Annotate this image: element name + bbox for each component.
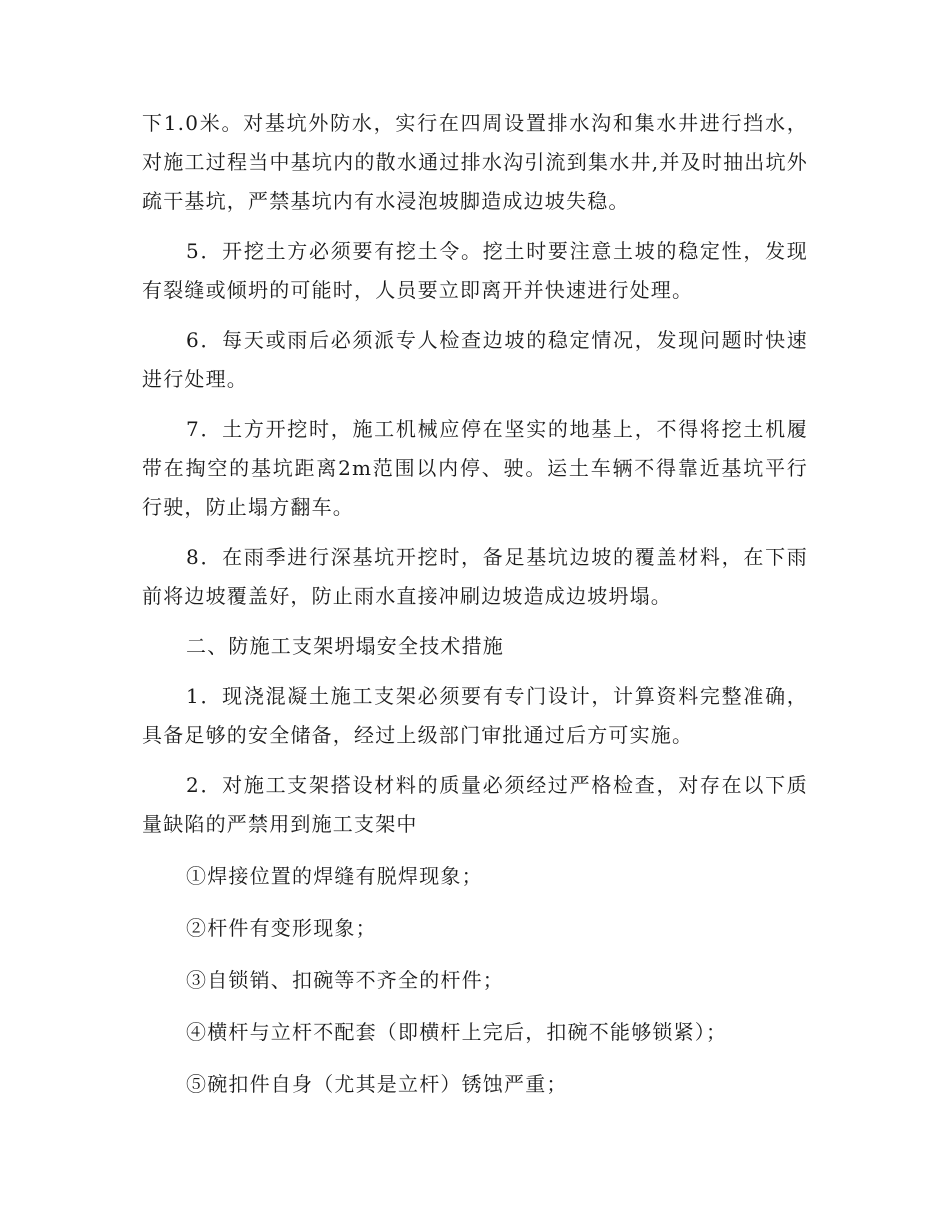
paragraph-item-5: 5．开挖土方必须要有挖土令。挖土时要注意土坡的稳定性，发现有裂缝或倾坍的可能时，人员要立即离开并快速进行处理。	[142, 239, 808, 302]
document-body	[142, 104, 808, 1104]
section-heading: 二、防施工支架坍塌安全技术措施	[186, 634, 504, 658]
defect-item-2: ②杆件有变形现象；	[186, 916, 377, 940]
defect-item-4: ④横杆与立杆不配套（即横杆上完后，扣碗不能够锁紧）；	[186, 1020, 728, 1044]
paragraph-item-8: 8．在雨季进行深基坑开挖时，备足基坑边坡的覆盖材料，在下雨前将边坡覆盖好，防止雨水直接冲刷边坡造成边坡坍塌。	[142, 545, 808, 608]
paragraph-item-1: 1．现浇混凝土施工支架必须要有专门设计，计算资料完整准确，具备足够的安全储备，经过上级部门审批通过后方可实施。	[142, 684, 808, 747]
paragraph-continuation: 下1.0米。对基坑外防水，实行在四周设置排水沟和集水井进行挡水，对施工过程当中基坑内的散水通过排水沟引流到集水井,并及时抽出坑外疏干基坑，严禁基坑内有水浸泡坡脚造成边坡失稳。	[142, 111, 808, 213]
defect-item-1: ①焊接位置的焊缝有脱焊现象；	[186, 864, 483, 888]
defect-item-5: ⑤碗扣件自身（尤其是立杆）锈蚀严重；	[186, 1072, 568, 1096]
defect-item-3: ③自锁销、扣碗等不齐全的杆件；	[186, 968, 504, 992]
paragraph-item-7: 7．土方开挖时，施工机械应停在坚实的地基上，不得将挖土机履带在掏空的基坑距离2m范围以内停、驶。运土车辆不得靠近基坑平行行驶，防止塌方翻车。	[142, 417, 808, 519]
paragraph-item-2: 2．对施工支架搭设材料的质量必须经过严格检查，对存在以下质量缺陷的严禁用到施工支架中	[142, 773, 808, 836]
paragraph-item-6: 6．每天或雨后必须派专人检查边坡的稳定情况，发现问题时快速进行处理。	[142, 328, 808, 391]
